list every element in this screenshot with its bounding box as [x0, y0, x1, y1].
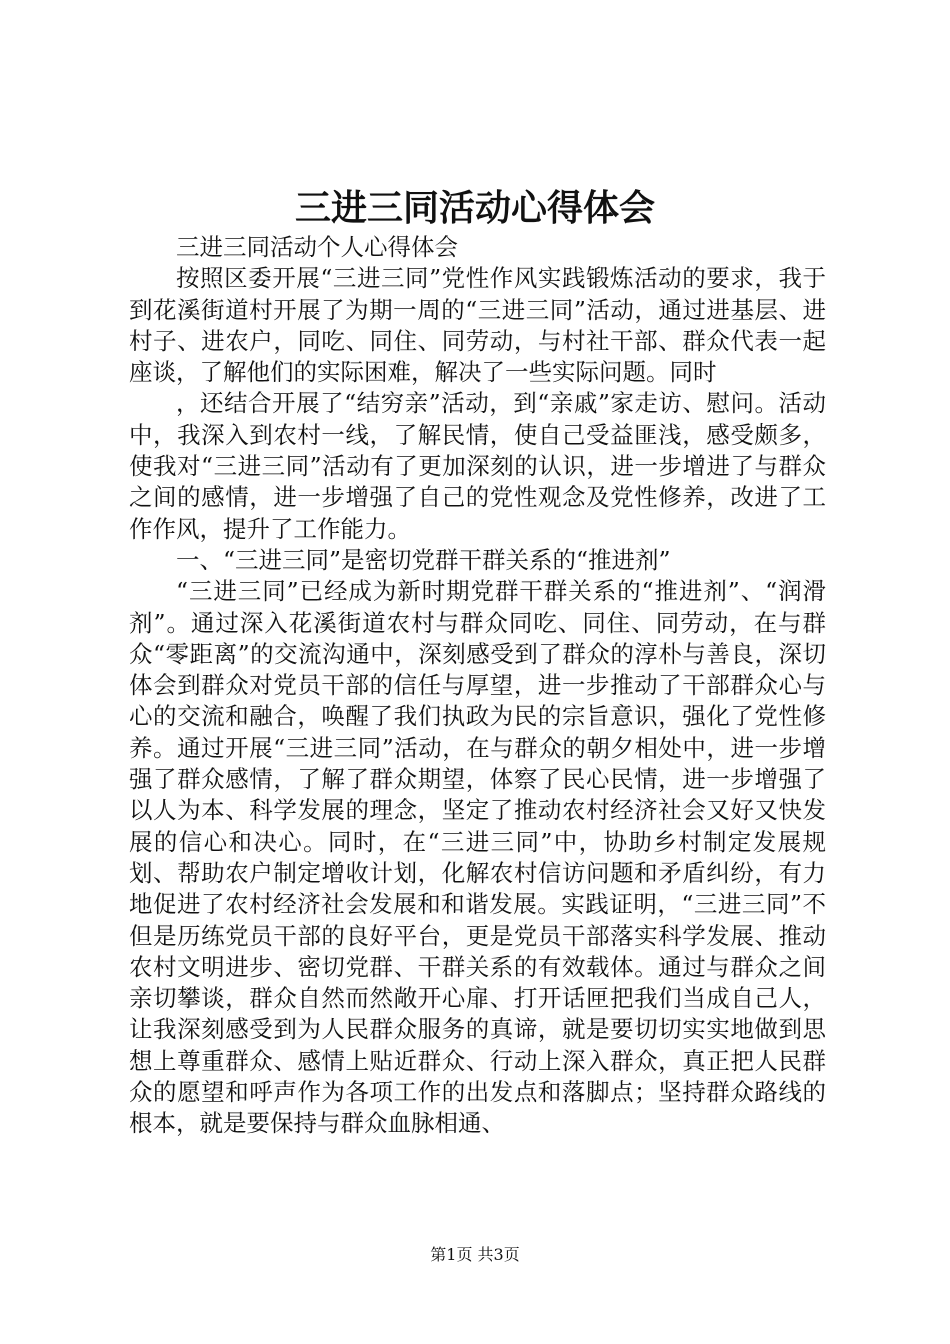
document-body	[129, 232, 826, 1140]
subtitle-paragraph: 三进三同活动个人心得体会	[176, 233, 458, 261]
page-footer: 第1页 共3页	[430, 1245, 520, 1264]
section-heading-1: 一、“三进三同”是密切党群干群关系的“推进剂”	[176, 545, 671, 574]
continuation-paragraph: ，还结合开展了“结穷亲”活动，到“亲戚”家走访、慰问。活动中，我深入到农村一线，了解民情，使自己受益匪浅，感受颇多，使我对“三进三同”活动有了更加深刻的认识，进一步增进了与群众之间的感情，进一步增强了自己的党性观念及党性修养，改进了工作作风，提升了工作能力。	[129, 389, 826, 543]
intro-paragraph: 按照区委开展“三进三同”党性作风实践锻炼活动的要求，我于到花溪街道村开展了为期一周的“三进三同”活动，通过进基层、进村子、进农户，同吃、同住、同劳动，与村社干部、群众代表一起座谈，了解他们的实际困难，解决了一些实际问题。同时	[129, 264, 826, 387]
document-title: 三进三同活动心得体会	[294, 187, 655, 229]
section-1-paragraph: “三进三同”已经成为新时期党群干群关系的“推进剂”、“润滑剂”。通过深入花溪街道农村与群众同吃、同住、同劳动，在与群众“零距离”的交流沟通中，深刻感受到了群众的淳朴与善良，深切体会到群众对党员干部的信任与厚望，进一步推动了干部群众心与心的交流和融合，唤醒了我们执政为民的宗旨意识，强化了党性修养。通过开展“三进三同”活动，在与群众的朝夕相处中，进一步增强了群众感情，了解了群众期望，体察了民心民情，进一步增强了以人为本、科学发展的理念，坚定了推动农村经济社会又好又快发展的信心和决心。同时，在“三进三同”中，协助乡村制定发展规划、帮助农户制定增收计划，化解农村信访问题和矛盾纠纷，有力地促进了农村经济社会发展和和谐发展。实践证明，“三进三同”不但是历练党员干部的良好平台，更是党员干部落实科学发展、推动农村文明进步、密切党群、干群关系的有效载体。通过与群众之间亲切攀谈，群众自然而然敞开心扉、打开话匣把我们当成自己人，让我深刻感受到为人民群众服务的真谛，就是要切切实实地做到思想上尊重群众、感情上贴近群众、行动上深入群众，真正把人民群众的愿望和呼声作为各项工作的出发点和落脚点；坚持群众路线的根本，就是要保持与群众血脉相通、	[129, 577, 826, 1138]
